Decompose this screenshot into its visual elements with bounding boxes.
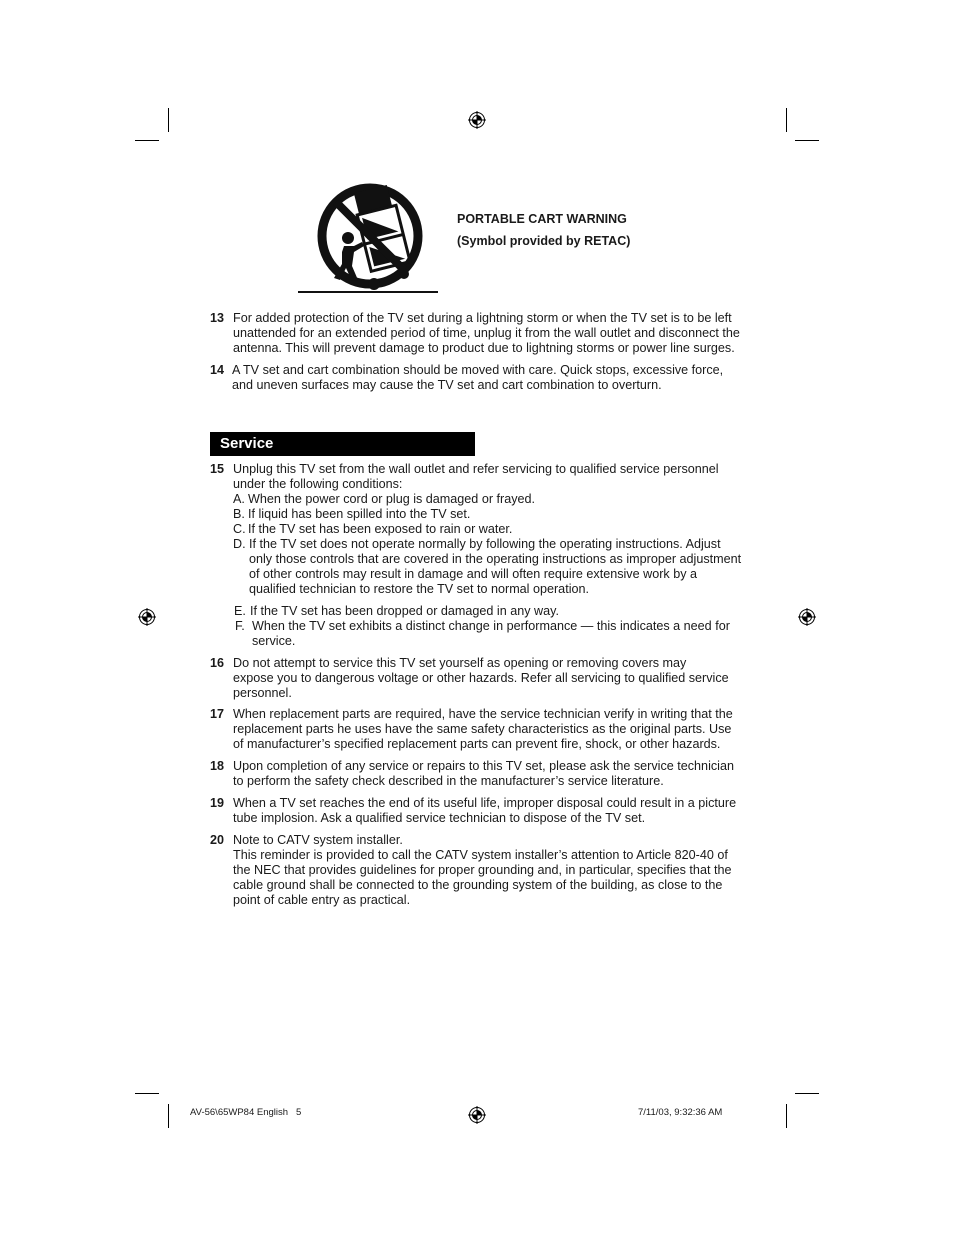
sub-label: A. bbox=[233, 492, 245, 506]
crop-mark bbox=[786, 1104, 787, 1128]
footer-timestamp: 7/11/03, 9:32:36 AM bbox=[638, 1107, 723, 1118]
item-line: When a TV set reaches the end of its useful life, improper disposal could result in a picture bbox=[233, 796, 737, 810]
item-line: Upon completion of any service or repairs to this TV set, please ask the service technician bbox=[233, 759, 734, 773]
sub-label: F. bbox=[235, 619, 245, 633]
item-number: 17 bbox=[210, 707, 225, 721]
crop-mark bbox=[168, 108, 169, 132]
crop-mark bbox=[135, 1093, 159, 1094]
item-line: A TV set and cart combination should be moved with care. Quick stops, excessive force, bbox=[232, 363, 724, 377]
sub-label: C. bbox=[233, 522, 246, 536]
item-line: For added protection of the TV set during a lightning storm or when the TV set is to be left bbox=[233, 311, 732, 325]
sub-line: If the TV set does not operate normally by following the operating instructions. Adjust bbox=[249, 537, 721, 551]
item-line: When replacement parts are required, have the service technician verify in writing that the bbox=[233, 707, 733, 721]
sub-line: service. bbox=[252, 634, 296, 648]
crop-mark bbox=[168, 1104, 169, 1128]
item-line: tube implosion. Ask a qualified service technician to dispose of the TV set. bbox=[233, 811, 646, 825]
registration-mark-icon bbox=[138, 608, 156, 626]
item-number: 15 bbox=[210, 462, 225, 476]
sub-line: of other controls may result in damage and will often require extensive work by a bbox=[249, 567, 698, 581]
item-number: 13 bbox=[210, 311, 225, 325]
item-number: 20 bbox=[210, 833, 225, 847]
item-line: the NEC that provides guidelines for proper grounding and, in particular, specifies that the bbox=[233, 863, 732, 877]
item-line: Do not attempt to service this TV set yourself as opening or removing covers may bbox=[233, 656, 687, 670]
item-line: to perform the safety check described in the manufacturer’s service literature. bbox=[233, 774, 664, 788]
sub-label: E. bbox=[234, 604, 246, 618]
item-line: cable ground shall be connected to the grounding system of the building, as close to the bbox=[233, 878, 723, 892]
cart-warning-subtitle: (Symbol provided by RETAC) bbox=[457, 234, 631, 248]
portable-cart-warning-icon bbox=[296, 180, 438, 296]
item-line: under the following conditions: bbox=[233, 477, 403, 491]
item-line: This reminder is provided to call the CATV system installer’s attention to Article 820-40 of bbox=[233, 848, 728, 862]
item-line: antenna. This will prevent damage to product due to lightning storms or power line surges. bbox=[233, 341, 735, 355]
item-line: personnel. bbox=[233, 686, 292, 700]
item-line: of manufacturer’s specified replacement parts can prevent fire, shock, or other hazards. bbox=[233, 737, 721, 751]
item-line: replacement parts he uses have the same safety characteristics as the original parts. Use bbox=[233, 722, 732, 736]
sub-line: If liquid has been spilled into the TV set. bbox=[248, 507, 471, 521]
registration-mark-icon bbox=[798, 608, 816, 626]
registration-mark-icon bbox=[468, 1106, 486, 1124]
footer-file-info: AV-56\65WP84 English 5 bbox=[190, 1107, 302, 1118]
cart-warning-title: PORTABLE CART WARNING bbox=[457, 212, 627, 226]
sub-label: B. bbox=[233, 507, 245, 521]
service-heading: Service bbox=[210, 432, 475, 456]
crop-mark bbox=[795, 1093, 819, 1094]
item-line: Note to CATV system installer. bbox=[233, 833, 403, 847]
item-number: 19 bbox=[210, 796, 225, 810]
item-line: Unplug this TV set from the wall outlet and refer servicing to qualified service personnel bbox=[233, 462, 719, 476]
item-number: 16 bbox=[210, 656, 225, 670]
item-line: expose you to dangerous voltage or other hazards. Refer all servicing to qualified service bbox=[233, 671, 729, 685]
crop-mark bbox=[786, 108, 787, 132]
sub-line: If the TV set has been exposed to rain or water. bbox=[248, 522, 513, 536]
sub-line: When the TV set exhibits a distinct change in performance — this indicates a need for bbox=[252, 619, 730, 633]
sub-line: only those controls that are covered in the operating instructions as improper adjustment bbox=[249, 552, 742, 566]
crop-mark bbox=[795, 140, 819, 141]
sub-label: D. bbox=[233, 537, 246, 551]
item-number: 14 bbox=[210, 363, 225, 377]
item-number: 18 bbox=[210, 759, 225, 773]
sub-line: qualified technician to restore the TV set to normal operation. bbox=[249, 582, 589, 596]
sub-line: When the power cord or plug is damaged or frayed. bbox=[248, 492, 536, 506]
sub-line: If the TV set has been dropped or damaged in any way. bbox=[250, 604, 559, 618]
item-line: unattended for an extended period of time, unplug it from the wall outlet and disconnect the bbox=[233, 326, 740, 340]
item-line: point of cable entry as practical. bbox=[233, 893, 411, 907]
crop-mark bbox=[135, 140, 159, 141]
item-line: and uneven surfaces may cause the TV set and cart combination to overturn. bbox=[232, 378, 662, 392]
registration-mark-icon bbox=[468, 111, 486, 129]
